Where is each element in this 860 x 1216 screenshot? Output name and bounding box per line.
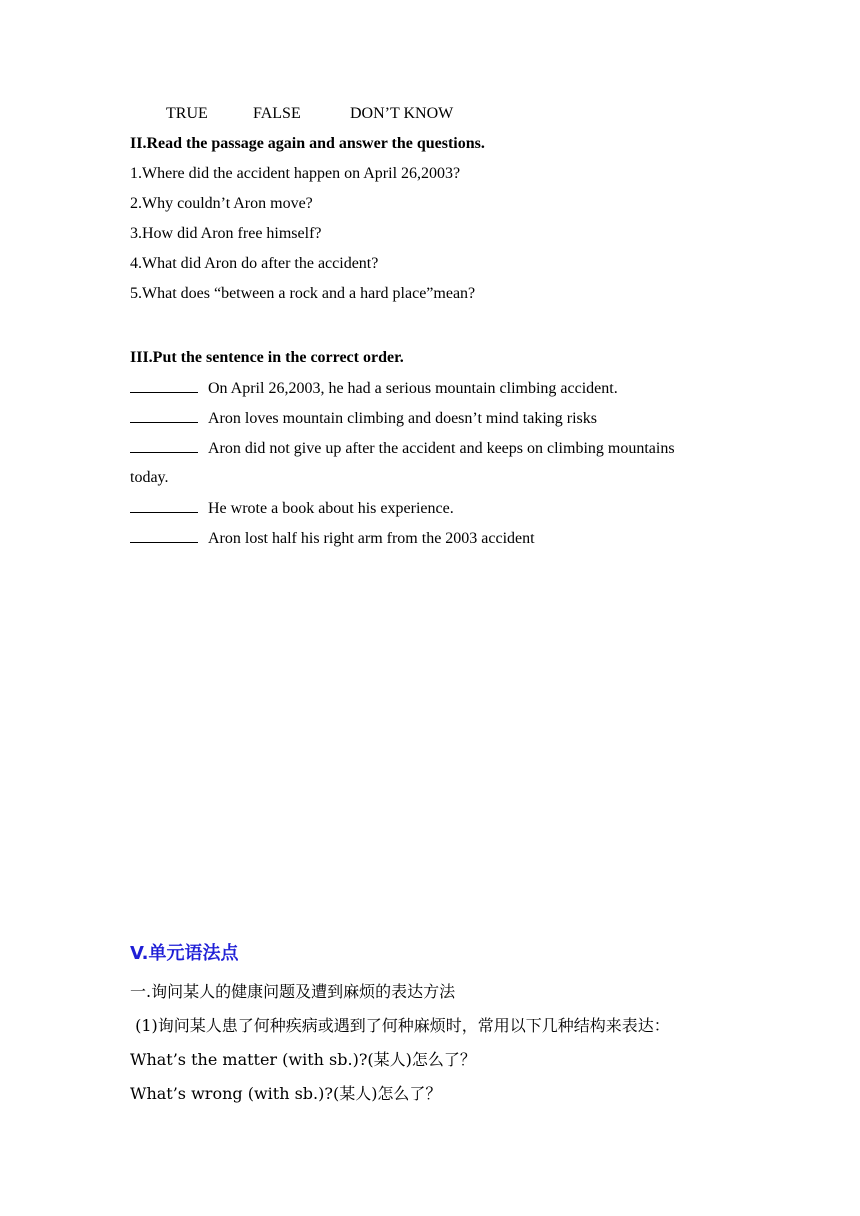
- answer-blank[interactable]: [130, 438, 198, 453]
- option-dont-know: DON’T KNOW: [350, 105, 454, 122]
- order-item: [130, 438, 675, 459]
- order-item: [130, 378, 618, 399]
- answer-blank[interactable]: [130, 408, 198, 423]
- order-sentence: On April 26,2003, he had a serious mountain climbing accident.: [208, 380, 618, 397]
- order-sentence-continued: today.: [130, 469, 169, 486]
- section-2-heading: II.Read the passage again and answer the questions.: [130, 135, 485, 152]
- question-4: 4.What did Aron do after the accident?: [130, 255, 379, 272]
- answer-blank[interactable]: [130, 378, 198, 393]
- grammar-line: What’s the matter (with sb.)?(某人)怎么了？: [130, 1050, 476, 1069]
- answer-blank[interactable]: [130, 498, 198, 513]
- option-true: TRUE: [166, 105, 208, 122]
- question-1: 1.Where did the accident happen on April 26,2003?: [130, 165, 461, 182]
- order-item: [130, 528, 535, 549]
- question-3: 3.How did Aron free himself?: [130, 225, 322, 242]
- order-item: [130, 498, 454, 519]
- order-sentence: Aron did not give up after the accident and keeps on climbing mountains: [208, 440, 675, 457]
- order-sentence: Aron loves mountain climbing and doesn’t mind taking risks: [208, 410, 597, 427]
- section-3-heading: III.Put the sentence in the correct order.: [130, 349, 404, 366]
- grammar-line: 一.询问某人的健康问题及遭到麻烦的表达方法: [130, 982, 456, 1001]
- option-false: FALSE: [253, 105, 301, 122]
- question-5: 5.What does “between a rock and a hard place”mean?: [130, 285, 476, 302]
- answer-blank[interactable]: [130, 528, 198, 543]
- section-5-heading: V.单元语法点: [130, 943, 239, 964]
- order-item: [130, 408, 597, 429]
- order-sentence: Aron lost half his right arm from the 2003 accident: [208, 530, 535, 547]
- question-2: 2.Why couldn’t Aron move?: [130, 195, 313, 212]
- grammar-line: (1)询问某人患了何种疾病或遇到了何种麻烦时，常用以下几种结构来表达：: [130, 1016, 670, 1035]
- order-sentence: He wrote a book about his experience.: [208, 500, 454, 517]
- grammar-line: What’s wrong (with sb.)?(某人)怎么了？: [130, 1084, 442, 1103]
